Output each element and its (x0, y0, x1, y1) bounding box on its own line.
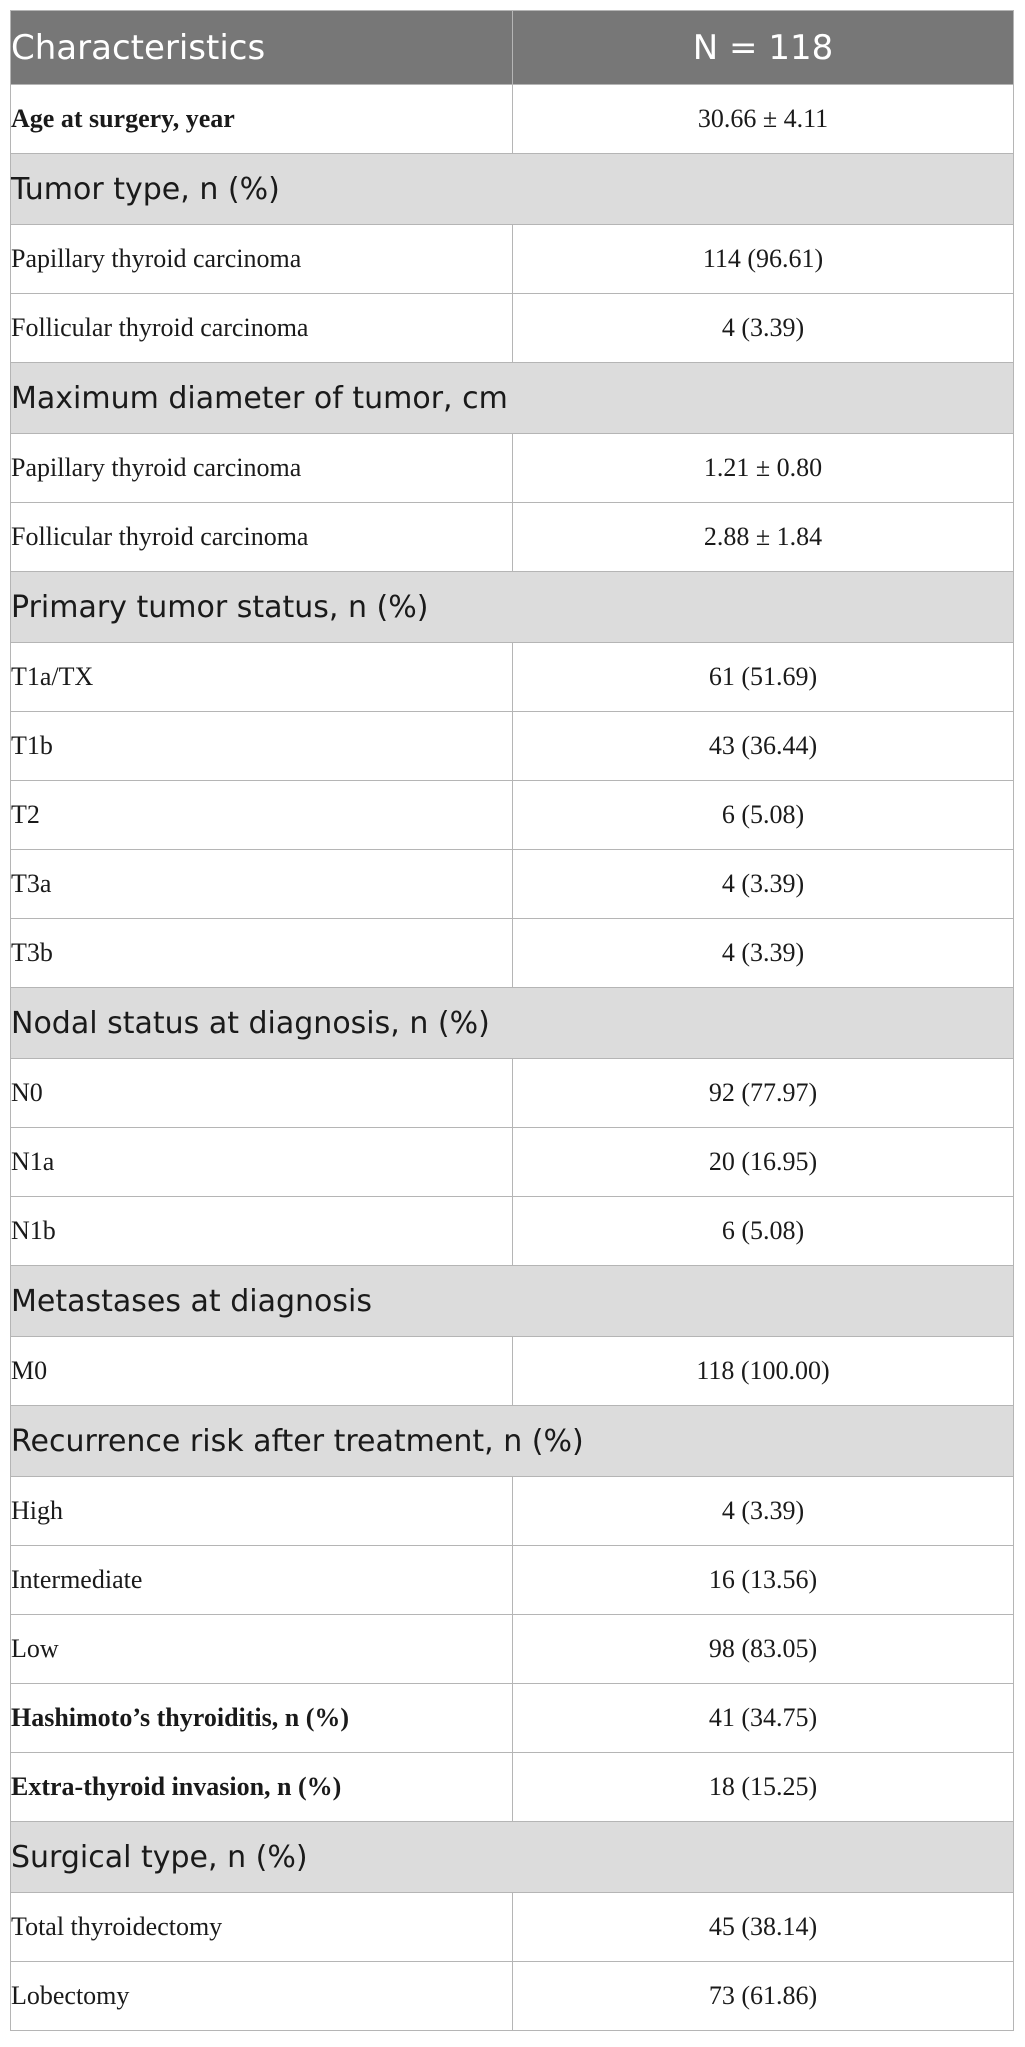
section-label: Nodal status at diagnosis, n (%) (11, 988, 1014, 1059)
table-row (11, 781, 1014, 850)
row-value: 6 (5.08) (513, 781, 1014, 850)
section-label: Primary tumor status, n (%) (11, 572, 1014, 643)
table-row (11, 503, 1014, 572)
table-row (11, 643, 1014, 712)
table-row (11, 1684, 1014, 1753)
row-value: 61 (51.69) (513, 643, 1014, 712)
table-row (11, 294, 1014, 363)
table-row (11, 1128, 1014, 1197)
section-header-row (11, 1822, 1014, 1893)
row-label: Papillary thyroid carcinoma (11, 225, 513, 294)
row-value: 30.66 ± 4.11 (513, 85, 1014, 154)
row-value: 1.21 ± 0.80 (513, 434, 1014, 503)
row-label: Papillary thyroid carcinoma (11, 434, 513, 503)
section-label: Metastases at diagnosis (11, 1266, 1014, 1337)
row-label: Follicular thyroid carcinoma (11, 503, 513, 572)
header-n-total: N = 118 (513, 11, 1014, 85)
row-value: 4 (3.39) (513, 1477, 1014, 1546)
row-value: 2.88 ± 1.84 (513, 503, 1014, 572)
table-header-row (11, 11, 1014, 85)
row-label: N0 (11, 1059, 513, 1128)
row-label: M0 (11, 1337, 513, 1406)
row-label: Follicular thyroid carcinoma (11, 294, 513, 363)
row-label: Hashimoto’s thyroiditis, n (%) (11, 1684, 513, 1753)
row-value: 118 (100.00) (513, 1337, 1014, 1406)
table-row (11, 1337, 1014, 1406)
table-row (11, 712, 1014, 781)
row-value: 4 (3.39) (513, 294, 1014, 363)
table-body (11, 85, 1014, 2031)
row-label: T1a/TX (11, 643, 513, 712)
section-header-row (11, 1406, 1014, 1477)
row-value: 98 (83.05) (513, 1615, 1014, 1684)
row-value: 43 (36.44) (513, 712, 1014, 781)
row-value: 114 (96.61) (513, 225, 1014, 294)
table-row (11, 85, 1014, 154)
table-row (11, 1197, 1014, 1266)
row-value: 4 (3.39) (513, 850, 1014, 919)
table-row (11, 434, 1014, 503)
row-value: 6 (5.08) (513, 1197, 1014, 1266)
row-label: T3b (11, 919, 513, 988)
row-label: Intermediate (11, 1546, 513, 1615)
row-value: 73 (61.86) (513, 1962, 1014, 2031)
section-header-row (11, 363, 1014, 434)
table-row (11, 919, 1014, 988)
row-label: N1b (11, 1197, 513, 1266)
row-label: Low (11, 1615, 513, 1684)
section-label: Recurrence risk after treatment, n (%) (11, 1406, 1014, 1477)
table-row (11, 1893, 1014, 1962)
row-value: 92 (77.97) (513, 1059, 1014, 1128)
row-label: T2 (11, 781, 513, 850)
row-label: T3a (11, 850, 513, 919)
header-characteristics: Characteristics (11, 11, 513, 85)
row-label: N1a (11, 1128, 513, 1197)
row-value: 18 (15.25) (513, 1753, 1014, 1822)
row-label: Extra-thyroid invasion, n (%) (11, 1753, 513, 1822)
table-row (11, 1753, 1014, 1822)
row-value: 20 (16.95) (513, 1128, 1014, 1197)
table-row (11, 850, 1014, 919)
section-label: Maximum diameter of tumor, cm (11, 363, 1014, 434)
table-row (11, 1546, 1014, 1615)
table-row (11, 1477, 1014, 1546)
table-row (11, 225, 1014, 294)
row-value: 4 (3.39) (513, 919, 1014, 988)
table-row (11, 1615, 1014, 1684)
section-header-row (11, 154, 1014, 225)
section-header-row (11, 572, 1014, 643)
row-value: 41 (34.75) (513, 1684, 1014, 1753)
section-header-row (11, 1266, 1014, 1337)
row-label: Age at surgery, year (11, 85, 513, 154)
row-label: T1b (11, 712, 513, 781)
row-label: High (11, 1477, 513, 1546)
characteristics-table (10, 10, 1014, 2031)
table-row (11, 1962, 1014, 2031)
section-label: Tumor type, n (%) (11, 154, 1014, 225)
row-label: Total thyroidectomy (11, 1893, 513, 1962)
table-row (11, 1059, 1014, 1128)
section-header-row (11, 988, 1014, 1059)
row-value: 45 (38.14) (513, 1893, 1014, 1962)
section-label: Surgical type, n (%) (11, 1822, 1014, 1893)
row-label: Lobectomy (11, 1962, 513, 2031)
row-value: 16 (13.56) (513, 1546, 1014, 1615)
